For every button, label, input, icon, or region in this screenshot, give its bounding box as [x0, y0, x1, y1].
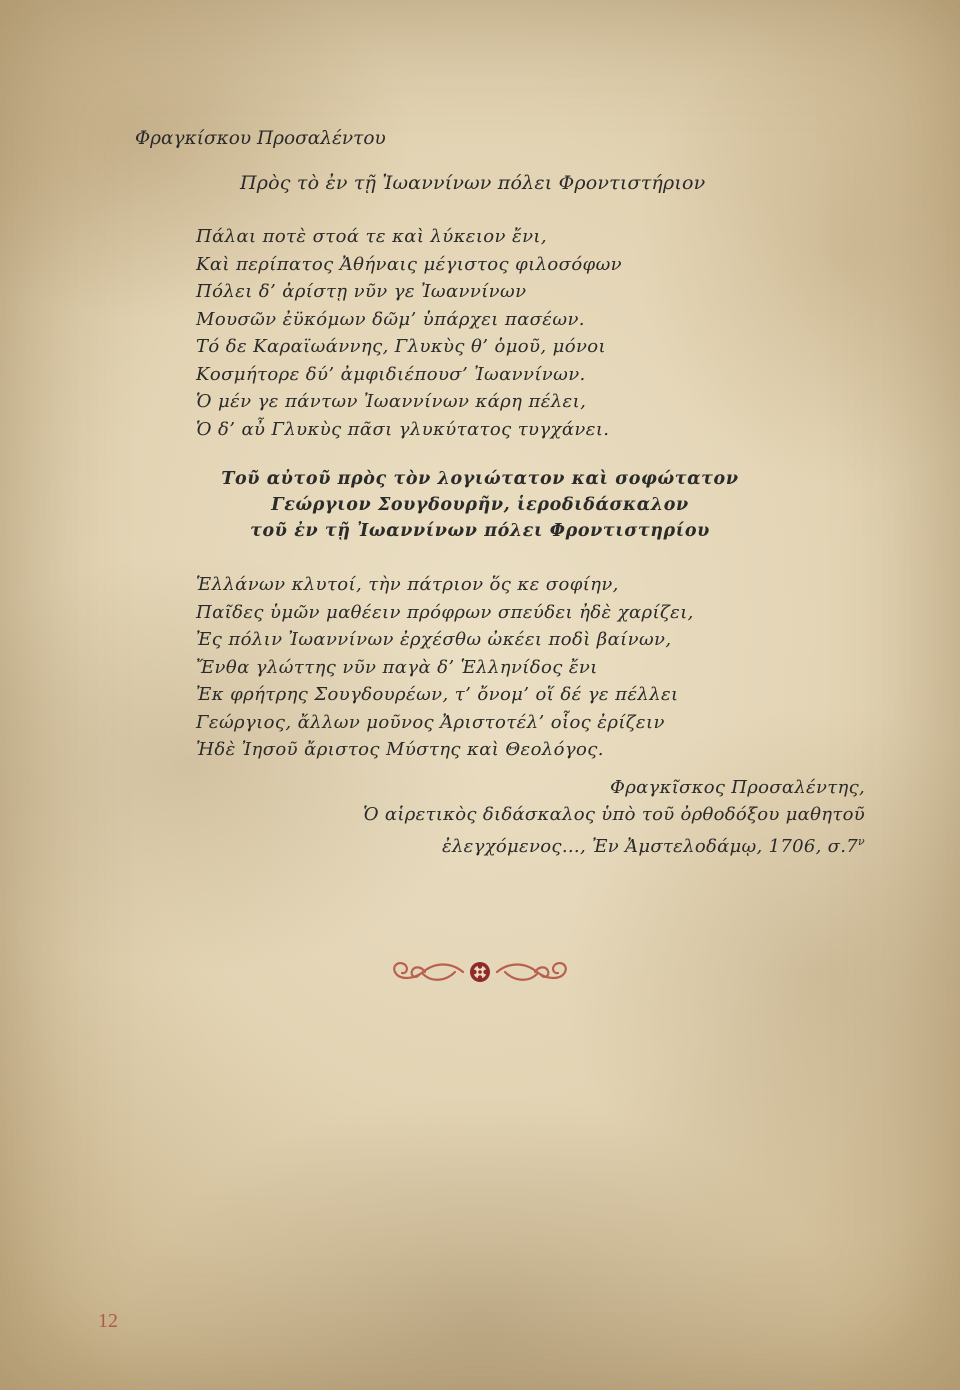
poem-line: Ἠδὲ Ἰησοῦ ἄριστος Μύστης καὶ Θεολόγος. — [196, 739, 604, 760]
poem2-title — [180, 466, 780, 544]
poem-line: Μουσῶν ἐϋκόμων δῶμ’ ὑπάρχει πασέων. — [196, 308, 585, 330]
citation-line: Ὁ αἱρετικὸς διδάσκαλος ὑπὸ τοῦ ὀρθοδόξου μαθητοῦ — [363, 804, 865, 825]
poem-line: Ἐς πόλιν Ἰωαννίνων ἐρχέσθω ὠκέει ποδὶ βαίνων, — [196, 629, 672, 650]
citation-line — [363, 828, 865, 860]
poem-line: Πόλει δ’ ἀρίστῃ νῦν γε Ἰωαννίνων — [196, 281, 527, 302]
poem-line: Ἑλλάνων κλυτοί, τὴν πάτριον ὅς κε σοφίην, — [196, 574, 619, 595]
author-heading: Φραγκίσκου Προσαλέντου — [135, 128, 386, 149]
rosette — [470, 962, 490, 982]
poem-line: Ἔνθα γλώττης νῦν παγὰ δ’ Ἑλληνίδος ἔνι — [196, 656, 598, 678]
citation-superscript: ν — [858, 835, 865, 848]
poem2-title-line: Τοῦ αὐτοῦ πρὸς τὸν λογιώτατον καὶ σοφώτατον — [221, 469, 739, 489]
poem2-title-line: Γεώργιον Σουγδουρῆν, ἱεροδιδάσκαλον — [271, 495, 689, 515]
poem-line: Πάλαι ποτὲ στοά τε καὶ λύκειον ἔνι, — [196, 226, 547, 247]
poem-line: Κοσμήτορε δύ’ ἀμφιδιέπουσ’ Ἰωαννίνων. — [196, 363, 586, 385]
citation — [363, 774, 865, 860]
scroll-ornament-icon — [385, 952, 575, 992]
page-number: 12 — [98, 1310, 118, 1332]
poem-line: Γεώργιος, ἄλλων μοῦνος Ἀριστοτέλ’ οἷος ἐρίζειν — [196, 711, 665, 733]
poem-line: Παῖδες ὑμῶν μαθέειν πρόφρων σπεύδει ἠδὲ χαρίζει, — [196, 601, 694, 623]
citation-source: ἐλεγχόμενος…, Ἐν Ἀμστελοδάμῳ, 1706, σ.7 — [442, 836, 858, 857]
poem-line: Ἐκ φρήτρης Σουγδουρέων, τ’ ὄνομ’ οἵ δέ γε πέλλει — [196, 684, 679, 705]
citation-line: Φραγκῖσκος Προσαλέντης, — [610, 777, 865, 798]
poem1-body — [196, 223, 622, 443]
poem-line: Ὁ δ’ αὖ Γλυκὺς πᾶσι γλυκύτατος τυγχάνει. — [196, 418, 610, 440]
poem2-title-line: τοῦ ἐν τῇ Ἰωαννίνων πόλει Φροντιστηρίου — [250, 521, 710, 541]
poem-line: Καὶ περίπατος Ἀθήναις μέγιστος φιλοσόφων — [196, 253, 622, 275]
poem-line: Τό δε Καραϊωάννης, Γλυκὺς θ’ ὁμοῦ, μόνοι — [196, 336, 607, 357]
poem-line: Ὁ μέν γε πάντων Ἰωαννίνων κάρη πέλει, — [196, 391, 587, 412]
poem1-title: Πρὸς τὸ ἐν τῇ Ἰωαννίνων πόλει Φροντιστήριον — [240, 172, 706, 194]
poem2-body — [196, 571, 694, 764]
